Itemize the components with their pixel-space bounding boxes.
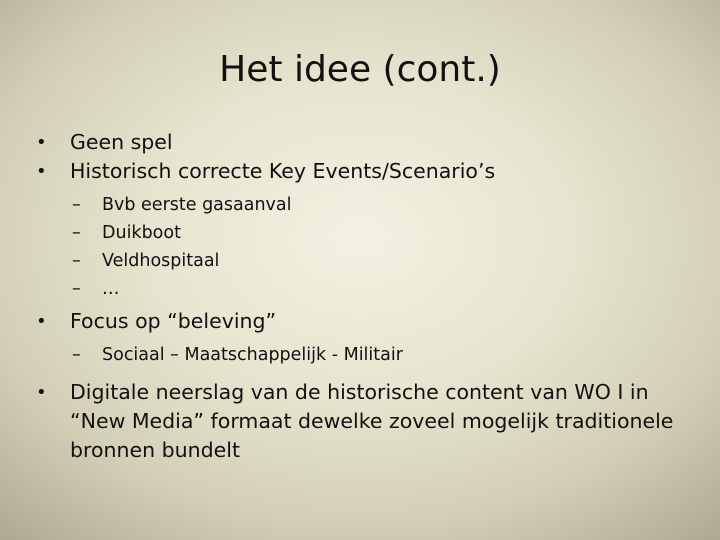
sub-bullet-text: Veldhospitaal xyxy=(102,251,220,271)
dash-icon: – xyxy=(72,195,81,215)
slide-title: Het idee (cont.) xyxy=(219,49,501,90)
sub-bullet-text: Duikboot xyxy=(102,223,181,243)
bullet-text: Focus op “beleving” xyxy=(70,309,277,333)
dash-icon: – xyxy=(72,279,81,299)
bullet-text: Geen spel xyxy=(70,130,173,154)
sub-bullet-text: … xyxy=(102,279,120,299)
bullet-icon: • xyxy=(36,382,47,403)
dash-icon: – xyxy=(72,345,81,365)
bullet-icon: • xyxy=(36,161,47,182)
dash-icon: – xyxy=(72,223,81,243)
sub-bullet-text: Bvb eerste gasaanval xyxy=(102,195,292,215)
sub-bullet-item xyxy=(70,247,686,275)
sub-bullet-item xyxy=(70,341,686,369)
sub-bullet-list xyxy=(70,191,686,303)
bullet-text: Digitale neerslag van de historische content van WO I in “New Media” formaat dewelke zoveel mogelijk traditionele bronnen bundelt xyxy=(70,380,674,462)
bullet-item-1 xyxy=(36,128,686,157)
bullet-item-3 xyxy=(36,307,686,369)
dash-icon: – xyxy=(72,251,81,271)
slide-content xyxy=(36,128,686,465)
sub-bullet-item xyxy=(70,219,686,247)
sub-bullet-text: Sociaal – Maatschappelijk - Militair xyxy=(102,345,403,365)
bullet-item-2 xyxy=(36,157,686,303)
sub-bullet-list xyxy=(70,341,686,369)
sub-bullet-item xyxy=(70,191,686,219)
bullet-text: Historisch correcte Key Events/Scenario’s xyxy=(70,159,496,183)
sub-bullet-item xyxy=(70,275,686,303)
bullet-icon: • xyxy=(36,132,47,153)
bullet-list xyxy=(36,128,686,465)
bullet-item-4 xyxy=(36,378,686,465)
bullet-icon: • xyxy=(36,311,47,332)
